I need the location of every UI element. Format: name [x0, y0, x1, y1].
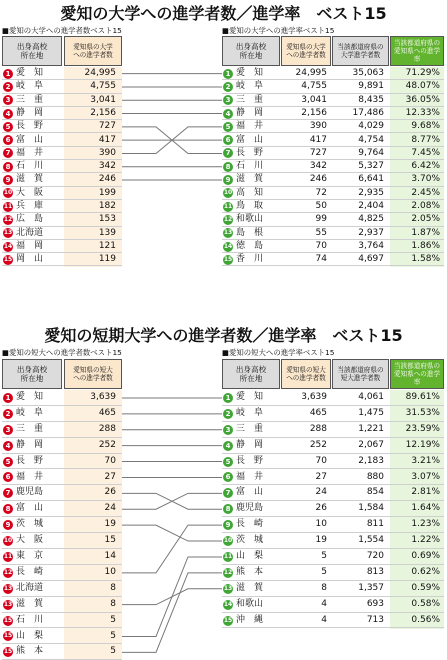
- count-value: 390: [309, 121, 327, 132]
- prefecture-name: 鹿児島: [236, 503, 264, 514]
- rank-badge: 1: [223, 393, 233, 403]
- cap-value: 4,029: [358, 121, 384, 132]
- prefecture-name: 長 野: [16, 121, 44, 132]
- rank-badge: 6: [223, 472, 233, 482]
- rank-badge: 15: [223, 255, 233, 263]
- cap-value: 854: [366, 487, 384, 498]
- count-value: 465: [309, 407, 327, 418]
- rank-badge: 9: [3, 175, 13, 185]
- rank-badge: 9: [223, 175, 233, 185]
- left-header-pref: 出身高校 所在地: [2, 36, 62, 66]
- section2-right-caption: ■愛知の短大への進学率ベスト15: [222, 348, 335, 357]
- rank-badge: 3: [3, 425, 13, 435]
- count-value: 24,995: [84, 68, 116, 78]
- cap-value: 2,935: [358, 187, 384, 198]
- cap-value: 6,641: [358, 174, 384, 185]
- count-value: 24: [104, 503, 116, 514]
- rate-value: 71.29%: [405, 68, 440, 78]
- prefecture-name: 富 山: [236, 487, 264, 498]
- rank-badge: 11: [3, 202, 13, 210]
- count-value: 2,156: [301, 107, 327, 118]
- prefecture-name: 長 野: [236, 455, 264, 466]
- right-header-rate: 当該都道府県の 愛知県への進学率: [390, 36, 444, 66]
- count-value: 26: [104, 487, 116, 498]
- count-value: 72: [315, 187, 327, 198]
- prefecture-name: 滋 賀: [236, 174, 264, 185]
- right-header-pref: 出身高校 所在地: [222, 36, 280, 66]
- prefecture-name: 滋 賀: [16, 174, 44, 185]
- prefecture-name: 鹿児島: [16, 487, 44, 498]
- rank-badge: 10: [223, 189, 233, 197]
- rate-value: 0.59%: [411, 582, 440, 593]
- left-header-pref: 出身高校 所在地: [2, 359, 62, 389]
- rank-badge: 3: [223, 95, 233, 105]
- prefecture-name: 香 川: [236, 254, 264, 265]
- count-value: 342: [98, 161, 116, 172]
- rank-badge: 13: [3, 229, 13, 237]
- rate-value: 9.68%: [411, 121, 440, 132]
- connector-line: [122, 525, 222, 573]
- rank-badge: 4: [3, 109, 13, 119]
- prefecture-name: 三 重: [236, 423, 264, 434]
- count-value: 4,755: [90, 81, 116, 92]
- rate-value: 1.87%: [411, 227, 440, 238]
- rate-value: 36.05%: [405, 94, 440, 105]
- cap-value: 813: [366, 566, 384, 577]
- rank-badge: 6: [3, 135, 13, 145]
- prefecture-name: 石 川: [16, 161, 44, 172]
- prefecture-name: 広 島: [16, 214, 44, 225]
- rate-value: 2.05%: [411, 214, 440, 225]
- rank-badge: 12: [223, 215, 233, 223]
- section1-title: 愛知の大学への進学者数／進学率 ベスト15: [60, 4, 387, 23]
- rank-badge: 3: [3, 95, 13, 105]
- rank-badge: 4: [223, 109, 233, 119]
- rate-value: 3.07%: [411, 471, 440, 482]
- left-header-count: 愛知県の大学 への進学者数: [64, 36, 122, 66]
- count-value: 15: [104, 535, 116, 546]
- prefecture-name: 静 岡: [16, 107, 44, 118]
- rank-badge: 13: [3, 600, 13, 608]
- cap-value: 35,063: [352, 68, 384, 78]
- cap-value: 720: [366, 551, 384, 561]
- prefecture-name: 長 崎: [236, 519, 264, 530]
- rank-badge: 7: [223, 488, 233, 498]
- right-header-count: 愛知県の短大 への進学者数: [281, 359, 331, 389]
- prefecture-name: 兵 庫: [16, 201, 44, 211]
- prefecture-name: 福 井: [236, 471, 264, 482]
- rank-badge: 2: [223, 82, 233, 92]
- prefecture-name: 愛 知: [16, 392, 44, 402]
- cap-value: 880: [366, 471, 384, 482]
- count-value: 5: [321, 551, 327, 561]
- count-value: 246: [98, 174, 116, 185]
- cap-value: 3,764: [358, 240, 384, 251]
- cap-value: 4,061: [358, 392, 384, 402]
- rate-value: 0.62%: [411, 566, 440, 577]
- cap-value: 1,221: [358, 423, 384, 434]
- count-value: 26: [315, 503, 327, 514]
- rank-badge: 10: [223, 537, 233, 545]
- prefecture-name: 岐 阜: [16, 407, 44, 418]
- rank-badge: 13: [223, 229, 233, 237]
- prefecture-name: 静 岡: [16, 439, 44, 450]
- prefecture-name: 石 川: [236, 161, 264, 172]
- section2-title: 愛知の短期大学への進学者数／進学率 ベスト15: [44, 326, 403, 345]
- connector-line: [122, 557, 222, 637]
- prefecture-name: 山 梨: [16, 630, 44, 641]
- prefecture-name: 茨 城: [16, 519, 44, 530]
- rank-badge: 7: [3, 148, 13, 158]
- prefecture-name: 熊 本: [236, 566, 264, 577]
- rank-badge: 5: [223, 457, 233, 467]
- cap-value: 2,183: [358, 455, 384, 466]
- rank-badge: 12: [3, 215, 13, 223]
- prefecture-name: 熊 本: [16, 646, 44, 657]
- rank-badge: 2: [3, 82, 13, 92]
- prefecture-name: 北海道: [16, 227, 44, 238]
- count-value: 121: [98, 240, 116, 251]
- cap-value: 2,937: [358, 227, 384, 238]
- prefecture-name: 山 梨: [236, 551, 264, 561]
- count-value: 5: [110, 614, 116, 625]
- rank-badge: 15: [3, 632, 13, 640]
- right-header-pref: 出身高校 所在地: [222, 359, 280, 389]
- rate-value: 7.45%: [411, 147, 440, 158]
- right-header-cap: 当該都道府県の 短大進学者数: [332, 359, 389, 389]
- rank-badge: 8: [223, 504, 233, 514]
- prefecture-name: 三 重: [236, 94, 264, 105]
- rate-value: 0.69%: [411, 551, 440, 561]
- prefecture-name: 岐 阜: [236, 81, 264, 92]
- count-value: 70: [315, 240, 327, 251]
- right-header-cap: 当該都道府県の 大学進学者数: [332, 36, 389, 66]
- rate-value: 12.33%: [405, 107, 440, 118]
- prefecture-name: 愛 知: [236, 392, 264, 402]
- rank-badge: 14: [3, 242, 13, 250]
- prefecture-name: 高 知: [236, 187, 264, 198]
- count-value: 3,639: [90, 392, 116, 402]
- rank-badge: 13: [3, 584, 13, 592]
- prefecture-name: 三 重: [16, 423, 44, 434]
- prefecture-name: 静 岡: [236, 107, 264, 118]
- right-header-count: 愛知県の大学 への進学者数: [281, 36, 331, 66]
- rank-badge: 2: [3, 409, 13, 419]
- rank-badge: 8: [3, 162, 13, 172]
- cap-value: 5,327: [358, 161, 384, 172]
- prefecture-name: 鳥 取: [236, 201, 264, 211]
- rate-value: 0.58%: [411, 598, 440, 609]
- cap-value: 17,486: [352, 107, 384, 118]
- cap-value: 2,067: [358, 439, 384, 450]
- rank-badge: 5: [3, 122, 13, 132]
- count-value: 288: [98, 423, 116, 434]
- count-value: 119: [98, 254, 116, 265]
- count-value: 8: [110, 598, 116, 609]
- section2-left-caption: ■愛知の短大への進学者数ベスト15: [2, 348, 122, 357]
- prefecture-name: 長 野: [236, 147, 264, 158]
- rate-value: 1.23%: [411, 519, 440, 530]
- rank-badge: 11: [223, 202, 233, 210]
- rank-badge: 9: [3, 520, 13, 530]
- prefecture-name: 長 野: [16, 455, 44, 466]
- rate-value: 8.77%: [411, 134, 440, 145]
- count-value: 27: [104, 471, 116, 482]
- count-value: 8: [110, 582, 116, 593]
- prefecture-name: 岐 阜: [16, 81, 44, 92]
- count-value: 70: [315, 455, 327, 466]
- count-value: 182: [98, 201, 116, 211]
- prefecture-name: 岐 阜: [236, 407, 264, 418]
- count-value: 10: [315, 519, 327, 530]
- rank-badge: 9: [223, 520, 233, 530]
- count-value: 252: [98, 439, 116, 450]
- count-value: 390: [98, 147, 116, 158]
- prefecture-name: 福 井: [16, 471, 44, 482]
- prefecture-name: 長 崎: [16, 566, 44, 577]
- rank-badge: 8: [3, 504, 13, 514]
- count-value: 5: [110, 630, 116, 641]
- rate-value: 1.64%: [411, 503, 440, 514]
- rank-badge: 4: [223, 441, 233, 451]
- cap-value: 713: [366, 614, 384, 625]
- count-value: 3,041: [90, 94, 116, 105]
- prefecture-name: 島 根: [236, 227, 264, 238]
- rank-badge: 15: [223, 616, 233, 624]
- connector-line: [122, 525, 222, 541]
- cap-value: 4,825: [358, 214, 384, 225]
- rate-value: 89.61%: [405, 392, 440, 402]
- prefecture-name: 福 井: [236, 121, 264, 132]
- prefecture-name: 岡 山: [16, 254, 44, 265]
- rate-value: 12.19%: [405, 439, 440, 450]
- count-value: 50: [315, 201, 327, 211]
- prefecture-name: 徳 島: [236, 240, 264, 251]
- cap-value: 4,697: [358, 254, 384, 265]
- count-value: 5: [110, 646, 116, 657]
- count-value: 288: [309, 423, 327, 434]
- rank-badge: 7: [223, 148, 233, 158]
- rate-value: 6.42%: [411, 161, 440, 172]
- rank-badge: 8: [223, 162, 233, 172]
- count-value: 4: [321, 614, 327, 625]
- cap-value: 9,764: [358, 147, 384, 158]
- rank-badge: 3: [223, 425, 233, 435]
- rank-badge: 12: [223, 568, 233, 576]
- prefecture-name: 和歌山: [236, 214, 264, 225]
- cap-value: 1,584: [358, 503, 384, 514]
- cap-value: 693: [366, 598, 384, 609]
- count-value: 55: [315, 227, 327, 238]
- count-value: 417: [98, 134, 116, 145]
- prefecture-name: 愛 知: [236, 68, 264, 78]
- prefecture-name: 石 川: [16, 614, 44, 625]
- prefecture-name: 三 重: [16, 94, 44, 105]
- count-value: 139: [98, 227, 116, 238]
- cap-value: 811: [366, 519, 384, 530]
- count-value: 10: [104, 566, 116, 577]
- prefecture-name: 愛 知: [16, 68, 44, 78]
- prefecture-name: 福 井: [16, 147, 44, 158]
- cap-value: 9,891: [358, 81, 384, 92]
- section1-left-caption: ■愛知の大学への進学者数ベスト15: [2, 26, 122, 35]
- count-value: 199: [98, 187, 116, 198]
- prefecture-name: 東 京: [16, 551, 44, 561]
- rank-badge: 12: [3, 568, 13, 576]
- cap-value: 1,357: [358, 582, 384, 593]
- rank-badge: 15: [3, 255, 13, 263]
- count-value: 2,156: [90, 107, 116, 118]
- count-value: 19: [104, 519, 116, 530]
- count-value: 252: [309, 439, 327, 450]
- rate-value: 31.53%: [405, 407, 440, 418]
- count-value: 417: [309, 134, 327, 145]
- rate-value: 3.21%: [411, 455, 440, 466]
- count-value: 5: [321, 566, 327, 577]
- prefecture-name: 福 岡: [16, 240, 44, 251]
- rank-badge: 5: [223, 122, 233, 132]
- count-value: 19: [315, 535, 327, 546]
- rank-badge: 7: [3, 488, 13, 498]
- prefecture-name: 北海道: [16, 582, 44, 593]
- count-value: 153: [98, 214, 116, 225]
- rate-value: 2.45%: [411, 187, 440, 198]
- rank-badge: 15: [3, 616, 13, 624]
- cap-value: 4,754: [358, 134, 384, 145]
- rate-value: 3.70%: [411, 174, 440, 185]
- count-value: 727: [98, 121, 116, 132]
- prefecture-name: 大 阪: [16, 187, 44, 198]
- count-value: 246: [309, 174, 327, 185]
- connector-line: [122, 573, 222, 653]
- prefecture-name: 大 阪: [16, 535, 44, 546]
- left-header-count: 愛知県の短大 への進学者数: [64, 359, 122, 389]
- prefecture-name: 和歌山: [236, 598, 264, 609]
- prefecture-name: 沖 縄: [236, 614, 264, 625]
- prefecture-name: 富 山: [16, 134, 44, 145]
- rate-value: 1.22%: [411, 535, 440, 546]
- cap-value: 8,435: [358, 94, 384, 105]
- rank-badge: 4: [3, 441, 13, 451]
- rank-badge: 15: [3, 648, 13, 656]
- count-value: 74: [315, 254, 327, 265]
- rank-badge: 6: [223, 135, 233, 145]
- prefecture-name: 富 山: [16, 503, 44, 514]
- rank-badge: 5: [3, 457, 13, 467]
- connector-line: [122, 493, 222, 509]
- rate-value: 2.81%: [411, 487, 440, 498]
- count-value: 342: [309, 161, 327, 172]
- rank-badge: 6: [3, 472, 13, 482]
- count-value: 465: [98, 407, 116, 418]
- prefecture-name: 富 山: [236, 134, 264, 145]
- rate-value: 48.07%: [405, 81, 440, 92]
- count-value: 3,041: [301, 94, 327, 105]
- rank-badge: 2: [223, 409, 233, 419]
- rate-value: 23.59%: [405, 423, 440, 434]
- count-value: 8: [321, 582, 327, 593]
- count-value: 727: [309, 147, 327, 158]
- right-header-rate: 当該都道府県の 愛知県への進学率: [390, 359, 444, 389]
- prefecture-name: 静 岡: [236, 439, 264, 450]
- prefecture-name: 茨 城: [236, 535, 264, 546]
- count-value: 4,755: [301, 81, 327, 92]
- count-value: 4: [321, 598, 327, 609]
- count-value: 24: [315, 487, 327, 498]
- rank-badge: 10: [3, 189, 13, 197]
- cap-value: 2,404: [358, 201, 384, 211]
- rank-badge: 11: [223, 552, 233, 560]
- rank-badge: 14: [223, 600, 233, 608]
- rate-value: 0.56%: [411, 614, 440, 625]
- prefecture-name: 滋 賀: [16, 598, 44, 609]
- rank-badge: 13: [223, 584, 233, 592]
- count-value: 14: [104, 551, 116, 561]
- rank-badge: 1: [3, 69, 13, 79]
- prefecture-name: 滋 賀: [236, 582, 264, 593]
- rate-value: 1.86%: [411, 240, 440, 251]
- cap-value: 1,554: [358, 535, 384, 546]
- count-value: 70: [104, 455, 116, 466]
- rank-badge: 1: [3, 393, 13, 403]
- count-value: 3,639: [301, 392, 327, 402]
- cap-value: 1,475: [358, 407, 384, 418]
- rate-value: 2.08%: [411, 201, 440, 211]
- rank-badge: 1: [223, 69, 233, 79]
- section1-right-caption: ■愛知の大学への進学率ベスト15: [222, 26, 335, 35]
- count-value: 27: [315, 471, 327, 482]
- rate-value: 1.58%: [411, 254, 440, 265]
- count-value: 99: [315, 214, 327, 225]
- count-value: 24,995: [295, 68, 327, 78]
- rank-badge: 14: [223, 242, 233, 250]
- rank-badge: 11: [3, 552, 13, 560]
- rank-badge: 10: [3, 537, 13, 545]
